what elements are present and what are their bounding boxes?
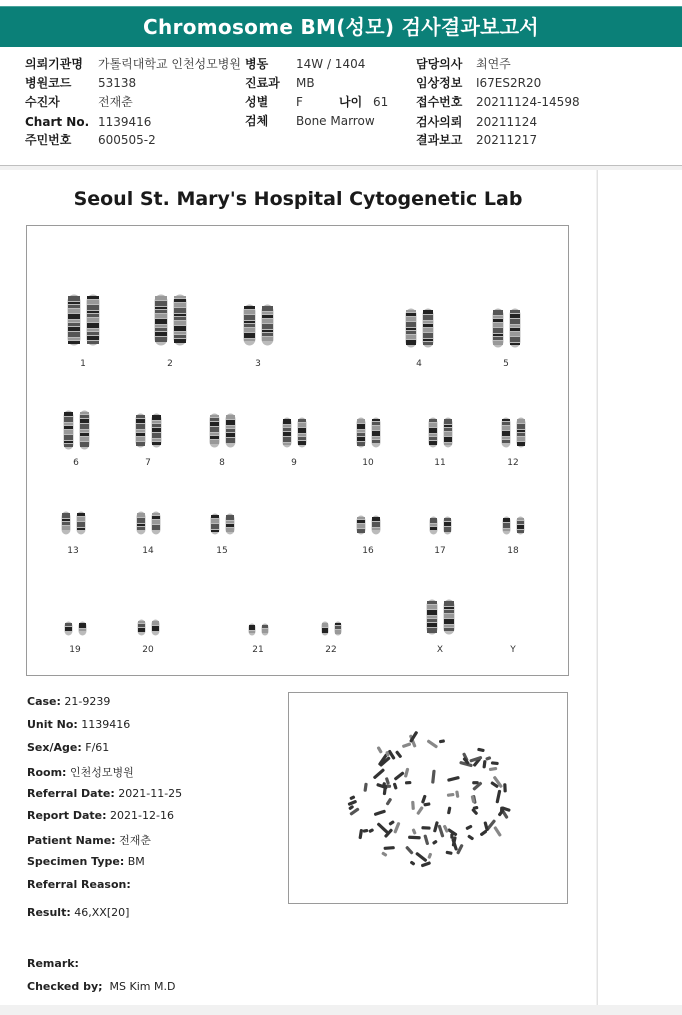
checked-by-row: [27, 980, 175, 993]
referral-date-label: Referral Date:: [27, 787, 115, 800]
receipt-no-value: 20211124-14598: [476, 95, 580, 109]
chromosome-label-x: X: [436, 645, 444, 655]
report-date-row: [27, 809, 174, 822]
remark-row: [27, 957, 79, 970]
chromosome-label-7: 7: [145, 458, 151, 468]
chromosome-label-20: 20: [142, 645, 154, 655]
sex-age-label: Sex/Age:: [27, 741, 82, 754]
receipt-no-label: 접수번호: [416, 95, 463, 109]
physician-label: 담당의사: [416, 57, 463, 71]
ward-label: 병동: [245, 57, 269, 71]
remark-label: Remark:: [27, 957, 79, 970]
checked-by-label: Checked by;: [27, 980, 103, 993]
chromosome-label-6: 6: [73, 458, 79, 468]
chromosome-pair-18: [502, 516, 525, 535]
chromosome-label-4: 4: [416, 359, 422, 369]
chromosome-pair-7: [135, 413, 162, 448]
report-date-value: 2021-12-16: [110, 809, 174, 822]
chromosome-label-15: 15: [216, 546, 228, 556]
sex-age-row: [27, 741, 109, 754]
hospital-code-value: 53138: [98, 76, 137, 90]
chromosome-pair-16: [356, 515, 381, 535]
chromosome-label-17: 17: [434, 546, 446, 556]
chromosome-pair-2: [154, 294, 187, 346]
sex-value: F: [296, 95, 303, 109]
room-value: 인천성모병원: [69, 766, 134, 779]
referral-reason-label: Referral Reason:: [27, 878, 131, 891]
unit-no-label: Unit No:: [27, 718, 78, 731]
room-row: [27, 764, 134, 780]
resident-no-label: 주민번호: [25, 133, 72, 147]
requesting-institution-label: 의뢰기관명: [25, 57, 83, 71]
result-value: 46,XX[20]: [74, 906, 130, 919]
chromosome-pair-8: [209, 413, 236, 448]
patient-info-panel: [0, 47, 682, 166]
chromosome-label-3: 3: [255, 359, 261, 369]
sex-age-value: F/61: [85, 741, 110, 754]
report-title: Chromosome BM(성모) 검사결과보고서: [0, 6, 682, 47]
chromosome-label-22: 22: [325, 645, 337, 655]
chromosome-pair-4: [405, 308, 434, 348]
chromosome-label-16: 16: [362, 546, 374, 556]
chromosome-label-11: 11: [434, 458, 446, 468]
chromosome-pair-20: [137, 619, 160, 636]
chromosome-pair-21: [248, 623, 269, 636]
chromosome-label-13: 13: [67, 546, 79, 556]
specimen-type-row: [27, 855, 145, 868]
chart-no-label: Chart No.: [25, 115, 90, 129]
result-report-label: 결과보고: [416, 133, 463, 147]
chromosome-pair-3: [243, 304, 274, 346]
chromosome-pair-x: [426, 599, 455, 635]
case-value: 21-9239: [64, 695, 111, 708]
room-label: Room:: [27, 766, 67, 779]
patient-name-row: [27, 832, 151, 848]
age-value: 61: [373, 95, 389, 109]
examinee-label: 수진자: [25, 95, 60, 109]
clinical-info-label: 임상정보: [416, 76, 463, 90]
chromosome-pair-17: [429, 516, 452, 535]
result-row: [27, 906, 129, 919]
chromosome-pair-22: [321, 621, 342, 636]
metaphase-image: [288, 692, 568, 904]
chromosome-pair-5: [492, 308, 521, 348]
chromosome-label-9: 9: [291, 458, 297, 468]
requesting-institution-value: 가톨릭대학교 인천성모병원: [98, 57, 241, 71]
referral-reason-row: [27, 878, 131, 891]
unit-no-row: [27, 718, 130, 731]
patient-name-label: Patient Name:: [27, 834, 116, 847]
result-label: Result:: [27, 906, 71, 919]
chromosome-pair-13: [61, 511, 86, 535]
physician-value: 최연주: [476, 57, 511, 71]
unit-no-value: 1139416: [81, 718, 131, 731]
chromosome-label-1: 1: [80, 359, 86, 369]
hospital-code-label: 병원코드: [25, 76, 72, 90]
age-label: 나이: [339, 95, 363, 109]
chromosome-label-14: 14: [142, 546, 154, 556]
chromosome-label-8: 8: [219, 458, 225, 468]
resident-no-value: 600505-2: [98, 133, 156, 147]
chart-no-value: 1139416: [98, 115, 152, 129]
chromosome-pair-10: [356, 417, 381, 448]
sex-label: 성별: [245, 95, 269, 109]
chromosome-pair-6: [63, 410, 90, 450]
chromosome-label-2: 2: [167, 359, 173, 369]
chromosome-pair-1: [67, 294, 100, 346]
chromosome-pair-12: [501, 417, 526, 448]
test-request-value: 20211124: [476, 115, 538, 129]
chromosome-pair-9: [282, 417, 307, 448]
chromosome-label-19: 19: [69, 645, 81, 655]
chromosome-label-18: 18: [507, 546, 519, 556]
chromosome-label-y: Y: [510, 645, 516, 655]
department-value: MB: [296, 76, 315, 90]
chromosome-label-12: 12: [507, 458, 519, 468]
lab-name: Seoul St. Mary's Hospital Cytogenetic Lab: [73, 188, 523, 210]
chromosome-pair-14: [136, 511, 161, 535]
result-report-value: 20211217: [476, 133, 538, 147]
specimen-type-label: Specimen Type:: [27, 855, 125, 868]
clinical-info-value: I67ES2R20: [476, 76, 542, 90]
department-label: 진료과: [245, 76, 280, 90]
side-panel: [597, 170, 682, 1005]
specimen-label: 검체: [245, 114, 269, 128]
case-label: Case:: [27, 695, 61, 708]
checked-by-value: MS Kim M.D: [109, 980, 176, 993]
referral-date-row: [27, 787, 182, 800]
specimen-value: Bone Marrow: [296, 114, 375, 128]
referral-date-value: 2021-11-25: [118, 787, 183, 800]
specimen-type-value: BM: [127, 855, 145, 868]
patient-name-value: 전재춘: [119, 834, 151, 847]
test-request-label: 검사의뢰: [416, 115, 463, 129]
chromosome-pair-15: [210, 513, 235, 535]
chromosome-label-5: 5: [503, 359, 509, 369]
chromosome-label-10: 10: [362, 458, 374, 468]
metaphase-spread: [289, 693, 567, 903]
karyotype-image: [26, 225, 569, 676]
report-date-label: Report Date:: [27, 809, 107, 822]
case-row: [27, 695, 110, 708]
chromosome-pair-11: [428, 417, 453, 448]
chromosome-pair-19: [64, 621, 87, 636]
chromosome-label-21: 21: [252, 645, 264, 655]
ward-value: 14W / 1404: [296, 57, 366, 71]
examinee-value: 전재춘: [98, 95, 133, 109]
